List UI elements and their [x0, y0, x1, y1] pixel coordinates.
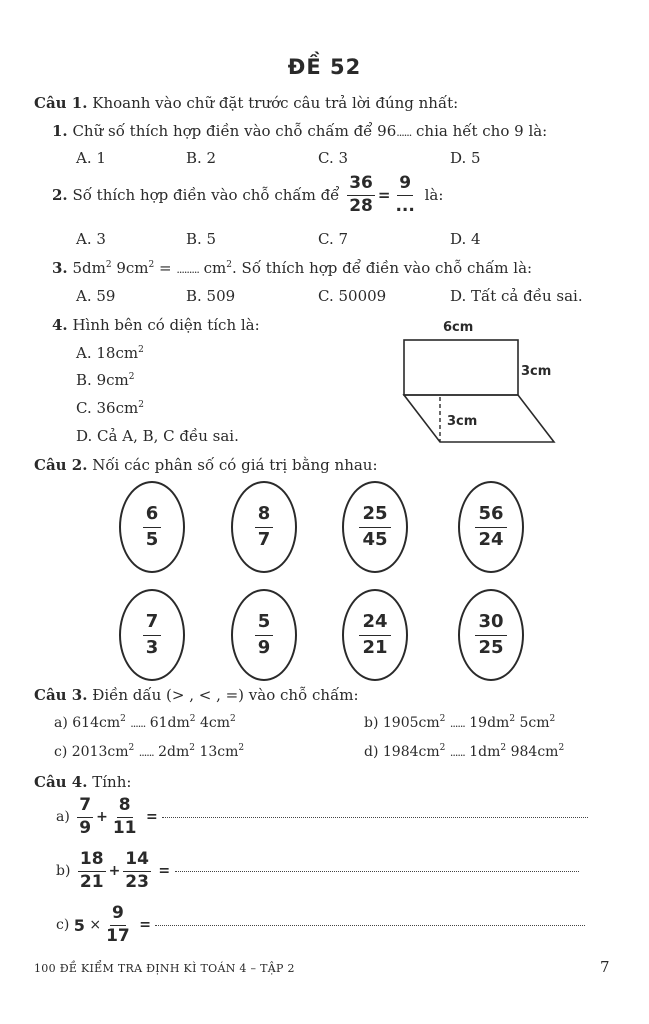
question-4-label: Câu 4. [34, 773, 88, 791]
q3-item-c[interactable]: c) $2013cm^2$ ...... $2dm^2$ $13cm^2$ [54, 743, 245, 760]
q1-part1-text-before: Chữ số thích hợp điền vào chỗ chấm để 96 [72, 122, 397, 140]
q1-part3-expr-dm: 5dm [72, 259, 106, 277]
fraction-oval[interactable]: $\frac{8}{7}$ [231, 481, 297, 573]
q1-part3-unit: cm [203, 259, 227, 277]
q4-item-b: b) $\frac{18}{21}$ + $\frac{14}{23}$ = [56, 850, 579, 892]
figure-top-label: 6cm [443, 320, 474, 335]
q1-part2-option-c[interactable]: C. 7 [318, 230, 349, 248]
q1-part3-text-after: . Số thích hợp để điền vào chỗ chấm là: [232, 259, 533, 277]
page-title: ĐỀ 52 [287, 55, 362, 79]
question-3-text: Điền dấu (> , < , =) vào chỗ chấm: [92, 686, 359, 704]
page-number: 7 [600, 958, 610, 976]
fraction-denominator: ... [395, 195, 415, 216]
q1-part1-number: 1. [52, 122, 68, 140]
q1-part3-option-b[interactable]: B. 509 [186, 287, 236, 305]
question-3-heading [34, 686, 359, 704]
q1-part3-dots: ......... [176, 263, 199, 276]
figure-height-label: 3cm [447, 414, 478, 429]
fraction-denominator: 28 [349, 195, 373, 216]
q1-part2-option-b[interactable]: B. 5 [186, 230, 217, 248]
q3-item-d[interactable]: d) $1984cm^2$ ...... $1dm^2$ $984cm^2$ [364, 743, 565, 760]
fraction-oval[interactable]: $\frac{25}{45}$ [342, 481, 408, 573]
book-title-footer: 100 ĐỀ KIỂM TRA ĐỊNH KÌ TOÁN 4 – TẬP 2 [34, 962, 295, 975]
q1-part1-option-d[interactable]: D. 5 [450, 149, 481, 167]
question-3-label: Câu 3. [34, 686, 88, 704]
q1-part2-option-d[interactable]: D. 4 [450, 230, 481, 248]
question-2-heading [34, 456, 378, 474]
question-1-text: Khoanh vào chữ đặt trước câu trả lời đúng nhất: [92, 94, 459, 112]
q1-part4-option-b[interactable]: B. $9cm^2$ [76, 371, 135, 389]
q1-part1-option-b[interactable]: B. 2 [186, 149, 217, 167]
equals-sign: = [377, 186, 391, 205]
fraction-numerator: 9 [397, 174, 413, 196]
question-4-text: Tính: [92, 773, 132, 791]
question-1-label: Câu 1. [34, 94, 88, 112]
fraction-oval[interactable]: $\frac{5}{9}$ [231, 589, 297, 681]
q1-part1-dots: ...... [396, 126, 412, 139]
figure-right-label: 3cm [521, 364, 552, 379]
q3-item-a[interactable]: a) $614cm^2$ ...... $61dm^2$ $4cm^2$ [54, 714, 236, 731]
q1-part3-option-c[interactable]: C. 50009 [318, 287, 387, 305]
q1-part4-prompt [52, 316, 260, 334]
q1-part2-text: Số thích hợp điền vào chỗ chấm để [72, 186, 340, 205]
question-2-label: Câu 2. [34, 456, 88, 474]
q1-part3-option-a[interactable]: A. 59 [76, 287, 116, 305]
q1-part4-option-d[interactable]: D. Cả A, B, C đều sai. [76, 427, 239, 445]
question-1-heading [34, 94, 458, 112]
area-figure [396, 320, 566, 460]
q1-part1-option-a[interactable]: A. 1 [76, 149, 106, 167]
q1-part2-prompt [52, 174, 443, 216]
q1-part4-number: 4. [52, 316, 68, 334]
equals-sign: = [159, 259, 172, 277]
fraction-numerator: 36 [347, 174, 375, 196]
q1-part2-fraction-2 [393, 174, 416, 216]
figure-parallelogram [404, 395, 554, 442]
fraction-oval[interactable]: $\frac{6}{5}$ [119, 481, 185, 573]
fraction-oval[interactable]: $\frac{7}{3}$ [119, 589, 185, 681]
q1-part1-prompt [52, 122, 547, 140]
q1-part4-text: Hình bên có diện tích là: [72, 316, 260, 334]
q1-part4-option-a[interactable]: A. $18cm^2$ [76, 344, 144, 362]
fraction-oval[interactable]: $\frac{56}{24}$ [458, 481, 524, 573]
q1-part3-expr-cm: 9cm [116, 259, 149, 277]
q1-part1-text-after: chia hết cho 9 là: [416, 122, 548, 140]
q1-part1-option-c[interactable]: C. 3 [318, 149, 349, 167]
q1-part2-text-after: là: [424, 186, 444, 205]
answer-line[interactable] [175, 870, 579, 872]
q1-part2-fraction-1 [347, 174, 375, 216]
question-4-heading [34, 773, 131, 791]
q1-part2-option-a[interactable]: A. 3 [76, 230, 106, 248]
answer-line[interactable] [162, 816, 588, 818]
q1-part3-prompt: 3. $5dm^2$ $9cm^2$ = ......... $cm^2$. Số thích hợp để điền vào chỗ chấm là: [52, 259, 533, 277]
figure-rectangle [404, 340, 518, 395]
q1-part4-option-c[interactable]: C. $36cm^2$ [76, 399, 144, 417]
question-2-text: Nối các phân số có giá trị bằng nhau: [92, 456, 378, 474]
q1-part3-option-d[interactable]: D. Tất cả đều sai. [450, 287, 583, 305]
q4-item-c: c) 5 × $\frac{9}{17}$ = [56, 904, 585, 946]
fraction-oval[interactable]: $\frac{24}{21}$ [342, 589, 408, 681]
fraction-oval[interactable]: $\frac{30}{25}$ [458, 589, 524, 681]
q1-part2-number: 2. [52, 186, 68, 205]
answer-line[interactable] [155, 924, 585, 926]
q4-item-a: a) $\frac{7}{9}$ + $\frac{8}{11}$ = [56, 796, 588, 838]
q3-item-b[interactable]: b) $1905cm^2$ ...... $19dm^2$ $5cm^2$ [364, 714, 556, 731]
q1-part3-number: 3. [52, 259, 68, 277]
